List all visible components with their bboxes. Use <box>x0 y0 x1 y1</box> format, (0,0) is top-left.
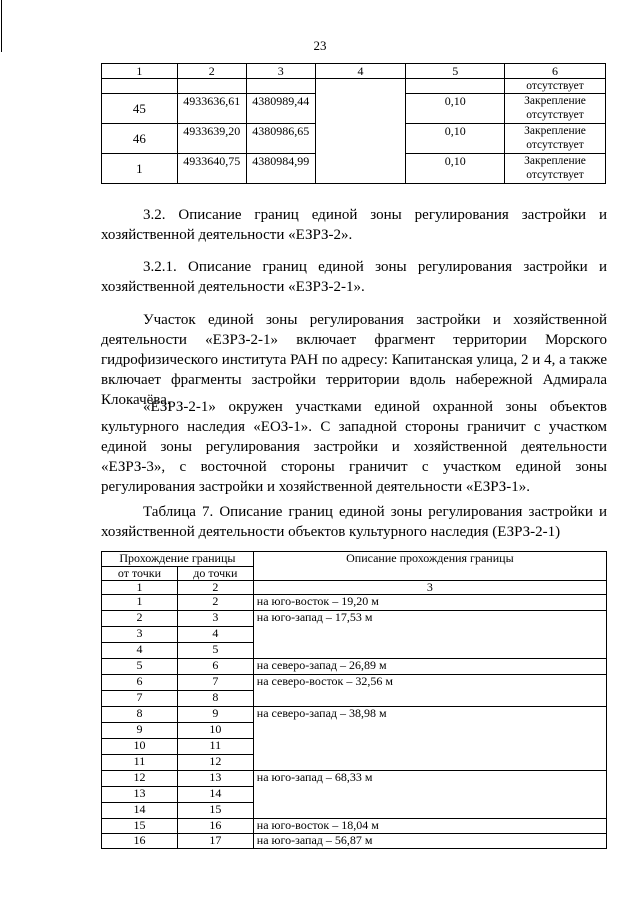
header-from: от точки <box>102 567 178 581</box>
number-cell: 2 <box>177 581 253 595</box>
distance-cell: 0,10 <box>406 124 505 154</box>
table-row <box>102 595 607 611</box>
description-cell: на юго-восток – 19,20 м <box>253 595 606 611</box>
description-cell: на юго-запад – 17,53 м <box>253 611 606 659</box>
note-cell: отсутствует <box>505 79 606 94</box>
table-row <box>102 611 607 627</box>
header-cell: 2 <box>177 64 246 79</box>
from-cell: 1 <box>102 595 178 611</box>
y-cell: 4380986,65 <box>246 124 315 154</box>
table-row <box>102 707 607 723</box>
y-cell: 4380984,99 <box>246 154 315 184</box>
section-3-2-1-heading: 3.2.1. Описание границ единой зоны регулирования застройки и хозяйственной деятельности «ЕЗРЗ-2-1». <box>101 259 607 295</box>
header-cell: 1 <box>102 64 178 79</box>
from-cell: 7 <box>102 691 178 707</box>
to-cell: 13 <box>177 771 253 787</box>
from-cell: 14 <box>102 803 178 819</box>
from-cell: 10 <box>102 739 178 755</box>
note-cell: Закрепление отсутствует <box>505 94 606 124</box>
from-cell: 9 <box>102 723 178 739</box>
header-cell: 4 <box>315 64 406 79</box>
from-cell: 15 <box>102 819 178 834</box>
description-cell: на юго-запад – 56,87 м <box>253 834 606 849</box>
table-row <box>102 819 607 834</box>
from-cell: 12 <box>102 771 178 787</box>
point-cell: 46 <box>102 124 178 154</box>
from-cell: 8 <box>102 707 178 723</box>
distance-cell: 0,10 <box>406 154 505 184</box>
header-passage: Прохождение границы <box>102 552 254 567</box>
to-cell: 3 <box>177 611 253 627</box>
table-7-caption: Таблица 7. Описание границ единой зоны регулирования застройки и хозяйственной деятельности объектов культурного наследия (ЕЗРЗ-2-1) <box>101 504 607 540</box>
note-cell: Закрепление отсутствует <box>505 154 606 184</box>
number-cell: 3 <box>253 581 606 595</box>
from-cell: 6 <box>102 675 178 691</box>
description-cell: на юго-запад – 68,33 м <box>253 771 606 819</box>
to-cell: 10 <box>177 723 253 739</box>
y-cell: 4380989,44 <box>246 94 315 124</box>
table-header-row <box>102 552 607 567</box>
to-cell: 6 <box>177 659 253 675</box>
table-row <box>102 675 607 691</box>
x-cell: 4933640,75 <box>177 154 246 184</box>
description-cell: на северо-восток – 32,56 м <box>253 675 606 707</box>
to-cell: 17 <box>177 834 253 849</box>
description-cell: на северо-запад – 38,98 м <box>253 707 606 771</box>
x-cell: 4933639,20 <box>177 124 246 154</box>
description-cell: на юго-восток – 18,04 м <box>253 819 606 834</box>
distance-cell: 0,10 <box>406 94 505 124</box>
header-cell: 3 <box>246 64 315 79</box>
table-header-row <box>102 64 606 79</box>
to-cell: 5 <box>177 643 253 659</box>
table-row <box>102 834 607 849</box>
from-cell: 2 <box>102 611 178 627</box>
page-number: 23 <box>313 38 327 53</box>
from-cell: 4 <box>102 643 178 659</box>
to-cell: 7 <box>177 675 253 691</box>
header-cell: 6 <box>505 64 606 79</box>
paragraph-1: Участок единой зоны регулирования застройки и хозяйственной деятельности «ЕЗРЗ-2-1» включает фрагмент территории Морского гидрофизического института РАН по адресу: Капитанская улица, 2 и 4, а также включает фрагменты застройки территории вдоль набережной Адмирала Клокачёва. <box>101 312 607 408</box>
from-cell: 13 <box>102 787 178 803</box>
coordinates-table <box>101 63 606 184</box>
number-cell: 1 <box>102 581 178 595</box>
from-cell: 16 <box>102 834 178 849</box>
to-cell: 2 <box>177 595 253 611</box>
from-cell: 11 <box>102 755 178 771</box>
header-description: Описание прохождения границы <box>253 552 606 581</box>
header-to: до точки <box>177 567 253 581</box>
description-cell: на северо-запад – 26,89 м <box>253 659 606 675</box>
from-cell: 3 <box>102 627 178 643</box>
table-row <box>102 79 606 94</box>
paragraph-2: «ЕЗРЗ-2-1» окружен участками единой охранной зоны объектов культурного наследия «ЕОЗ-1». С западной стороны граничит с участком единой зоны регулирования застройки и хозяйственной деятельности «ЕЗРЗ-3», с восточной стороны граничит с участком единой зоны регулирования застройки и хозяйственной деятельности «ЕЗРЗ-1». <box>101 399 607 495</box>
table-row <box>102 659 607 675</box>
from-cell: 5 <box>102 659 178 675</box>
to-cell: 14 <box>177 787 253 803</box>
to-cell: 12 <box>177 755 253 771</box>
to-cell: 8 <box>177 691 253 707</box>
table-number-row <box>102 581 607 595</box>
to-cell: 4 <box>177 627 253 643</box>
boundary-table <box>101 551 607 849</box>
x-cell: 4933636,61 <box>177 94 246 124</box>
table-row <box>102 771 607 787</box>
to-cell: 15 <box>177 803 253 819</box>
section-3-2-heading: 3.2. Описание границ единой зоны регулирования застройки и хозяйственной деятельности «ЕЗРЗ-2». <box>101 207 607 243</box>
to-cell: 11 <box>177 739 253 755</box>
note-cell: Закрепление отсутствует <box>505 124 606 154</box>
to-cell: 9 <box>177 707 253 723</box>
point-cell: 1 <box>102 154 178 184</box>
to-cell: 16 <box>177 819 253 834</box>
point-cell: 45 <box>102 94 178 124</box>
header-cell: 5 <box>406 64 505 79</box>
